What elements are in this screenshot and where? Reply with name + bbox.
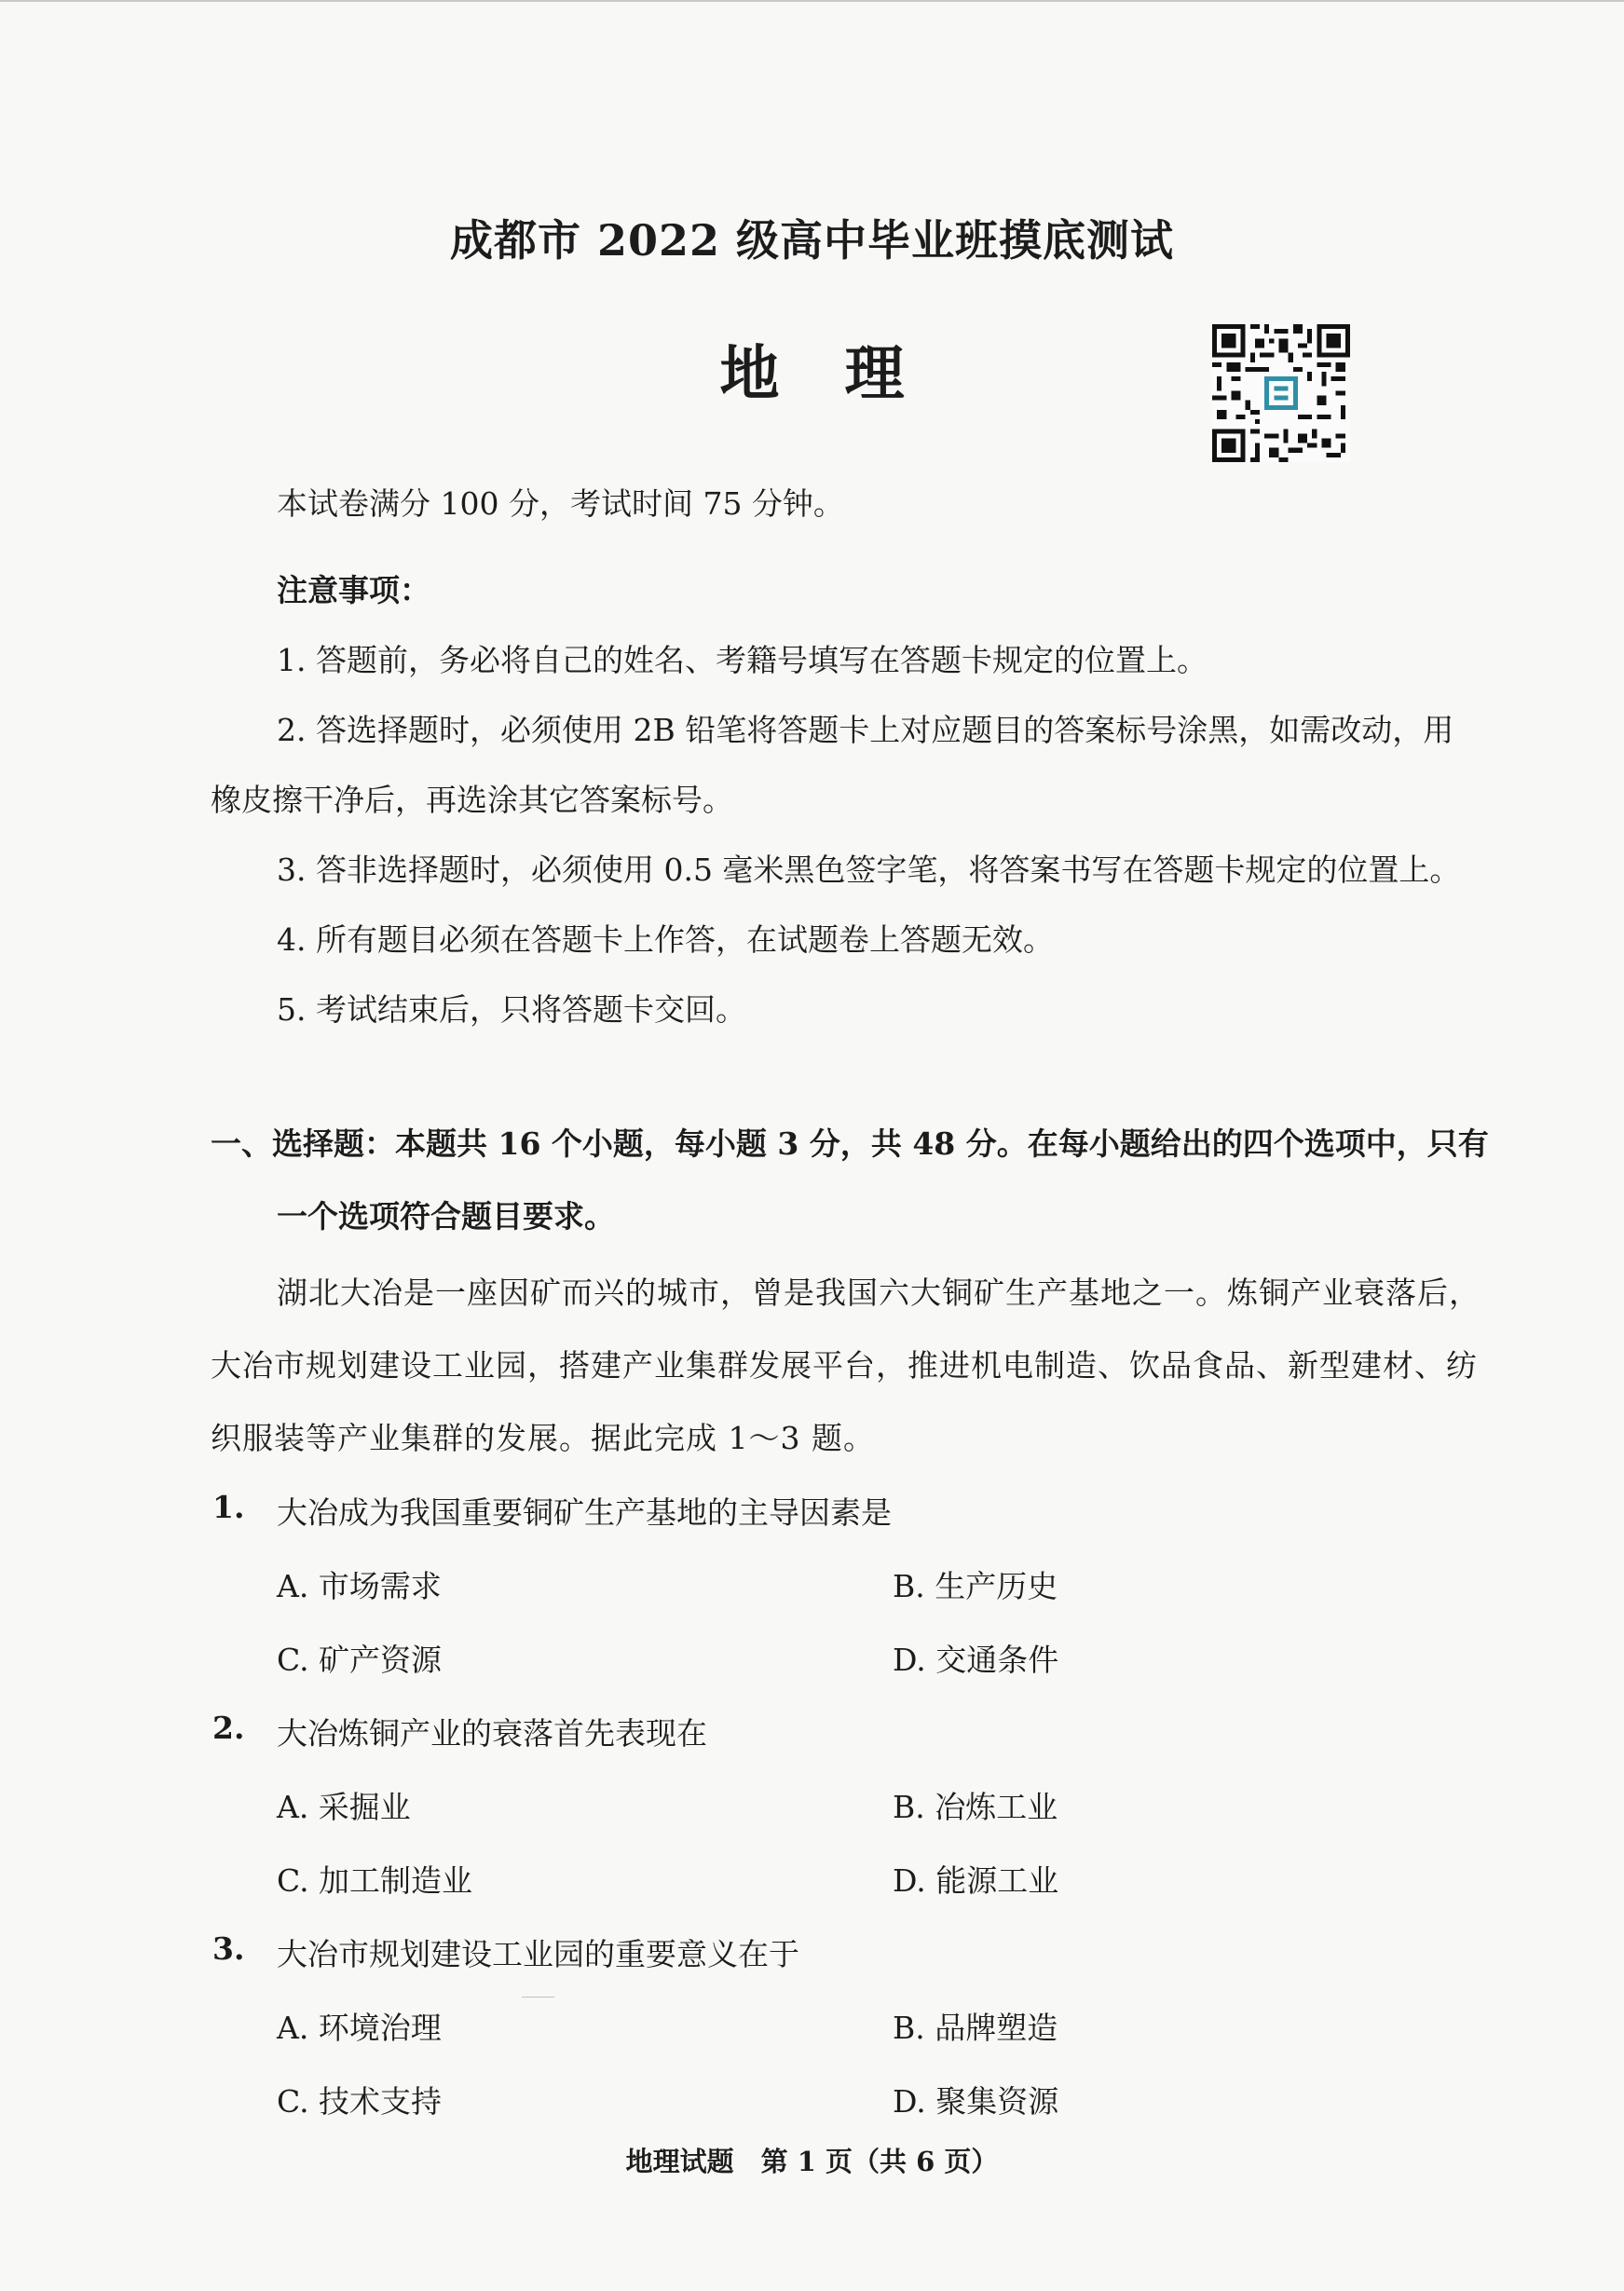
option-d[interactable]: D. 聚集资源	[893, 2083, 1059, 2120]
exam-title: 成都市 2022 级高中毕业班摸底测试	[449, 215, 1175, 266]
section-heading: 一、选择题：本题共 16 个小题，每小题 3 分，共 48 分。在每小题给出的四个选项中，只有	[211, 1125, 1489, 1162]
option-d[interactable]: D. 交通条件	[893, 1642, 1059, 1678]
notice-item: 5. 考试结束后，只将答题卡交回。	[277, 991, 746, 1028]
passage-line: 织服装等产业集群的发展。据此完成 1～3 题。	[211, 1420, 875, 1456]
question-number: 2.	[212, 1710, 245, 1746]
notice-item: 4. 所有题目必须在答题卡上作答，在试题卷上答题无效。	[277, 921, 1054, 958]
option-a[interactable]: A. 环境治理	[277, 2010, 442, 2046]
passage-line: 湖北大冶是一座因矿而兴的城市，曾是我国六大铜矿生产基地之一。炼铜产业衰落后，	[277, 1275, 1481, 1311]
question-stem: 大冶市规划建设工业园的重要意义在于	[277, 1936, 799, 1972]
notice-item-continued: 橡皮擦干净后，再选涂其它答案标号。	[211, 782, 733, 818]
option-c[interactable]: C. 技术支持	[277, 2083, 443, 2120]
question-stem: 大冶炼铜产业的衰落首先表现在	[277, 1715, 707, 1752]
option-c[interactable]: C. 矿产资源	[277, 1642, 443, 1678]
page-footer: 地理试题 第 1 页（共 6 页）	[625, 2146, 999, 2177]
question-number: 1.	[212, 1489, 245, 1525]
exam-intro: 本试卷满分 100 分，考试时间 75 分钟。	[277, 485, 844, 522]
option-a[interactable]: A. 市场需求	[277, 1568, 442, 1604]
option-d[interactable]: D. 能源工业	[893, 1862, 1059, 1899]
notice-heading: 注意事项：	[277, 572, 430, 608]
notice-item: 2. 答选择题时，必须使用 2B 铅笔将答题卡上对应题目的答案标号涂黑，如需改动，用	[277, 712, 1454, 748]
notice-item: 1. 答题前，务必将自己的姓名、考籍号填写在答题卡规定的位置上。	[277, 642, 1208, 678]
scan-edge	[0, 0, 1624, 2]
qr-code-icon	[1211, 324, 1351, 462]
question-number: 3.	[212, 1930, 245, 1967]
option-b[interactable]: B. 品牌塑造	[893, 2010, 1058, 2046]
option-c[interactable]: C. 加工制造业	[277, 1862, 473, 1899]
option-a[interactable]: A. 采掘业	[277, 1789, 411, 1825]
question-stem: 大冶成为我国重要铜矿生产基地的主导因素是	[277, 1494, 892, 1531]
subject-title: 地理	[719, 339, 970, 409]
section-heading-continued: 一个选项符合题目要求。	[277, 1198, 615, 1234]
option-b[interactable]: B. 冶炼工业	[893, 1789, 1058, 1825]
option-b[interactable]: B. 生产历史	[893, 1568, 1058, 1604]
notice-item: 3. 答非选择题时，必须使用 0.5 毫米黑色签字笔，将答案书写在答题卡规定的位置上。	[277, 852, 1461, 888]
divider	[522, 1997, 554, 1998]
passage-line: 大冶市规划建设工业园，搭建产业集群发展平台，推进机电制造、饮品食品、新型建材、纺	[211, 1347, 1478, 1384]
